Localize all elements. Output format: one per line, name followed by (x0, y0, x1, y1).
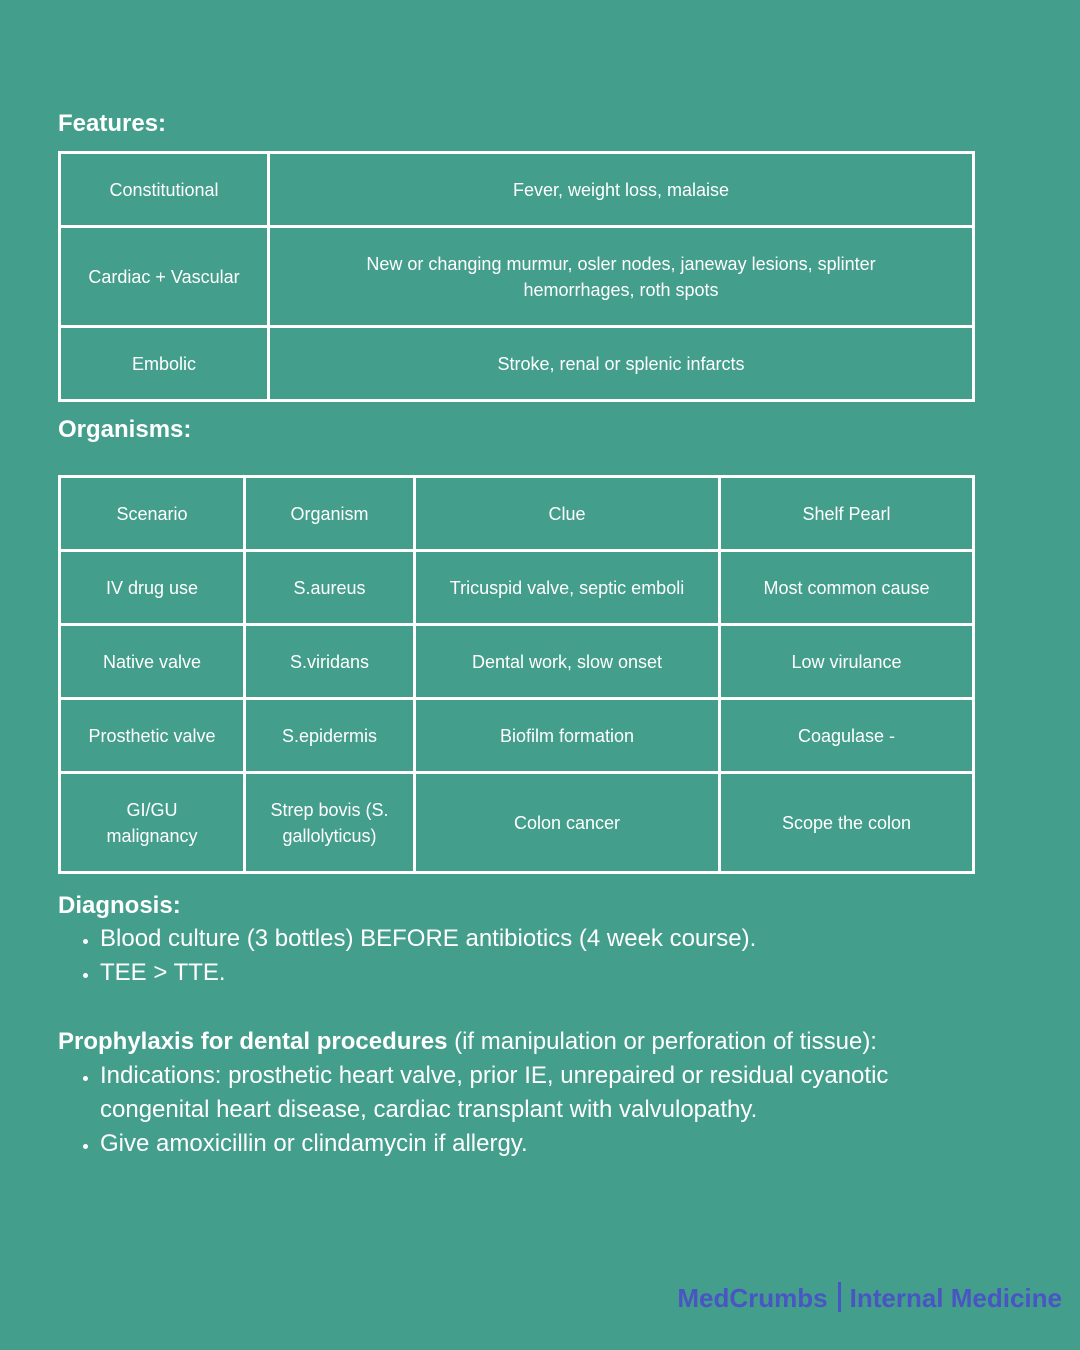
prophylaxis-list (58, 1059, 1000, 1161)
brand-name: MedCrumbs (677, 1283, 828, 1313)
feature-label: Constitutional (60, 153, 269, 227)
column-header: Scenario (60, 477, 245, 551)
table-cell: Scope the colon (720, 773, 974, 873)
brand-subtitle: Internal Medicine (849, 1283, 1062, 1313)
table-cell: Biofilm formation (415, 699, 720, 773)
feature-label: Embolic (60, 327, 269, 401)
table-cell: Dental work, slow onset (415, 625, 720, 699)
table-cell: GI/GU malignancy (60, 773, 245, 873)
table-cell: Tricuspid valve, septic emboli (415, 551, 720, 625)
list-item: • Give amoxicillin or clindamycin if allergy. (100, 1127, 1000, 1161)
table-cell: S.viridans (245, 625, 415, 699)
prophylaxis-heading-rest: (if manipulation or perforation of tissue): (447, 1028, 877, 1055)
table-row (60, 153, 974, 227)
column-header: Clue (415, 477, 720, 551)
table-row (60, 227, 974, 327)
table-cell: Native valve (60, 625, 245, 699)
table-cell: Low virulance (720, 625, 974, 699)
features-table (58, 151, 975, 402)
table-cell: IV drug use (60, 551, 245, 625)
feature-value: New or changing murmur, osler nodes, janeway lesions, splinter hemorrhages, roth spots (269, 227, 974, 327)
feature-label: Cardiac + Vascular (60, 227, 269, 327)
prophylaxis-heading (58, 1025, 877, 1059)
diagnosis-heading: Diagnosis: (58, 892, 181, 919)
table-cell: S.epidermis (245, 699, 415, 773)
table-row (60, 625, 974, 699)
list-item: • Blood culture (3 bottles) BEFORE antibiotics (4 week course). (100, 922, 1060, 956)
organisms-table (58, 475, 975, 874)
feature-value: Stroke, renal or splenic infarcts (269, 327, 974, 401)
table-row (60, 327, 974, 401)
table-cell: Most common cause (720, 551, 974, 625)
brand-divider (838, 1282, 841, 1312)
column-header: Shelf Pearl (720, 477, 974, 551)
table-row (60, 699, 974, 773)
list-item: • TEE > TTE. (100, 956, 1060, 990)
feature-value: Fever, weight loss, malaise (269, 153, 974, 227)
prophylaxis-heading-bold: Prophylaxis for dental procedures (58, 1028, 448, 1055)
brand-footer (677, 1282, 1062, 1314)
table-cell: Coagulase - (720, 699, 974, 773)
diagnosis-list (58, 922, 1060, 990)
table-cell: Colon cancer (415, 773, 720, 873)
table-row (60, 551, 974, 625)
features-heading: Features: (58, 110, 167, 137)
table-cell: S.aureus (245, 551, 415, 625)
table-cell: Prosthetic valve (60, 699, 245, 773)
organisms-heading: Organisms: (58, 416, 192, 443)
table-cell: Strep bovis (S. gallolyticus) (245, 773, 415, 873)
table-row (60, 773, 974, 873)
table-header-row (60, 477, 974, 551)
list-item: • Indications: prosthetic heart valve, prior IE, unrepaired or residual cyanotic congenital heart disease, cardiac transplant with valvulopathy. (100, 1059, 1000, 1127)
column-header: Organism (245, 477, 415, 551)
